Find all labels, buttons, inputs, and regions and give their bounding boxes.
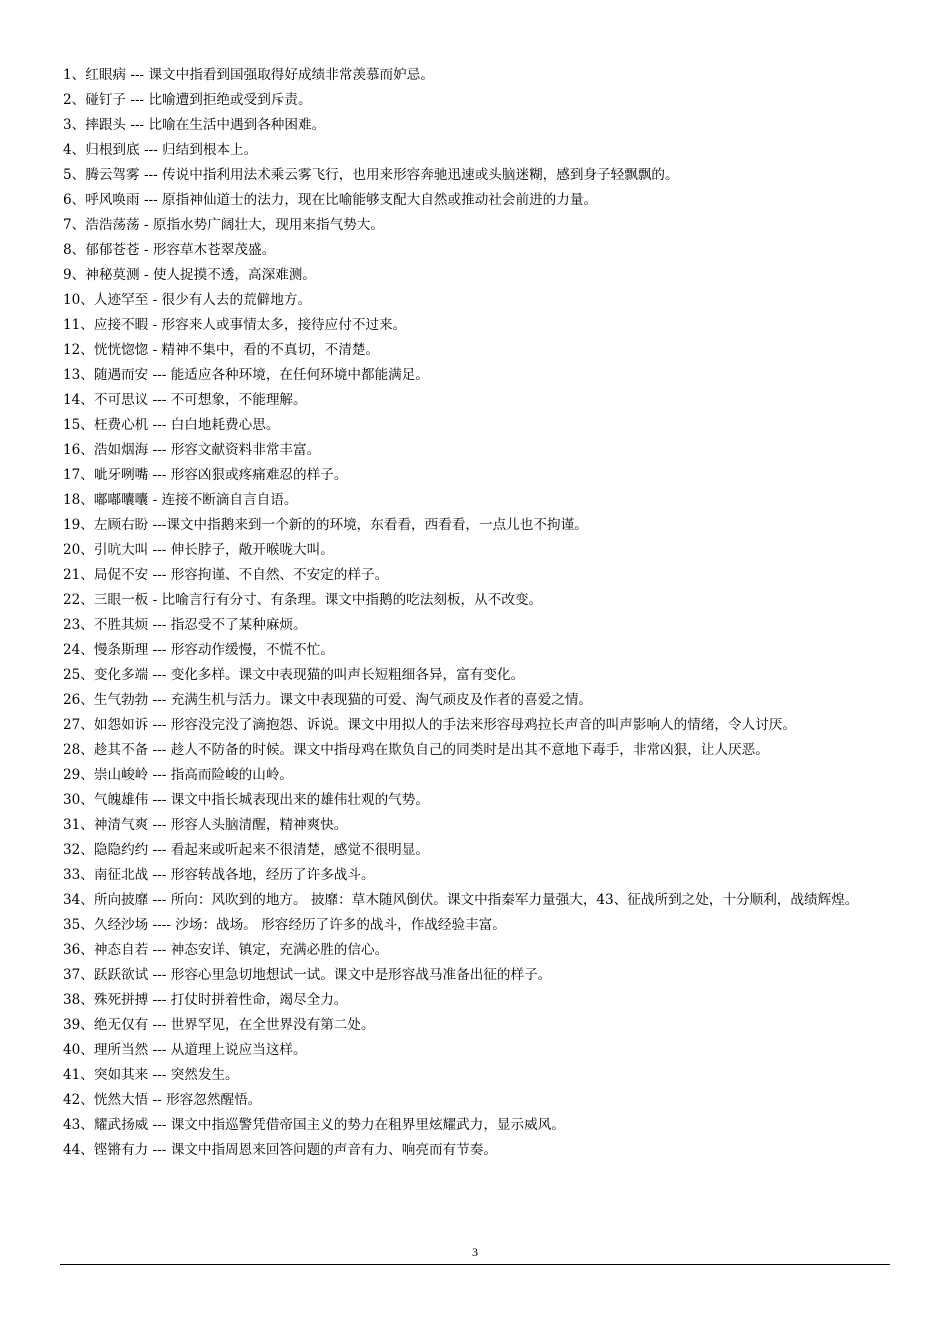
list-item: 3、摔跟头 --- 比喻在生活中遇到各种困难。: [63, 117, 326, 133]
idiom-list: [63, 63, 893, 1163]
list-item: 23、不胜其烦 --- 指忍受不了某种麻烦。: [63, 617, 307, 633]
list-item: 20、引吭大叫 --- 伸长脖子，敞开喉咙大叫。: [63, 542, 334, 558]
list-item: 43、耀武扬威 --- 课文中指巡警凭借帝国主义的势力在租界里炫耀武力，显示威风。: [63, 1117, 565, 1133]
list-item: 39、绝无仅有 --- 世界罕见，在全世界没有第二处。: [63, 1017, 375, 1033]
footer-rule: [60, 1264, 890, 1265]
list-item: 25、变化多端 --- 变化多样。课文中表现猫的叫声长短粗细各异，富有变化。: [63, 667, 525, 683]
list-item: 19、左顾右盼 ---课文中指鹅来到一个新的的环境，东看看，西看看，一点儿也不拘谨。: [63, 517, 588, 533]
list-item: 5、腾云驾雾 --- 传说中指利用法术乘云雾飞行，也用来形容奔驰迅速或头脑迷糊，感到身子轻飘飘的。: [63, 167, 679, 183]
list-item: 31、神清气爽 --- 形容人头脑清醒，精神爽快。: [63, 817, 348, 833]
list-item: 11、应接不暇 - 形容来人或事情太多，接待应付不过来。: [63, 317, 407, 333]
list-item: 13、随遇而安 --- 能适应各种环境，在任何环境中都能满足。: [63, 367, 429, 383]
list-item: 22、三眼一板 - 比喻言行有分寸、有条理。课文中指鹅的吃法刻板，从不改变。: [63, 592, 543, 608]
list-item: 30、气魄雄伟 --- 课文中指长城表现出来的雄伟壮观的气势。: [63, 792, 429, 808]
list-item: 35、久经沙场 ---- 沙场：战场。 形容经历了许多的战斗，作战经验丰富。: [63, 917, 506, 933]
list-item: 27、如怨如诉 --- 形容没完没了滴抱怨、诉说。课文中用拟人的手法来形容母鸡拉长声音的叫声影响人的情绪，令人讨厌。: [63, 717, 796, 733]
list-item: 1、红眼病 --- 课文中指看到国强取得好成绩非常羡慕而妒忌。: [63, 67, 434, 83]
list-item: 42、恍然大悟 -- 形容忽然醒悟。: [63, 1092, 262, 1108]
list-item: 36、神态自若 --- 神态安详、镇定，充满必胜的信心。: [63, 942, 389, 958]
list-item: 10、人迹罕至 - 很少有人去的荒僻地方。: [63, 292, 312, 308]
list-item: 12、恍恍惚惚 - 精神不集中，看的不真切，不清楚。: [63, 342, 379, 358]
list-item: 7、浩浩荡荡 - 原指水势广阔壮大，现用来指气势大。: [63, 217, 384, 233]
list-item: 41、突如其来 --- 突然发生。: [63, 1067, 239, 1083]
list-item: 33、南征北战 --- 形容转战各地，经历了许多战斗。: [63, 867, 375, 883]
list-item: 17、呲牙咧嘴 --- 形容凶狠或疼痛难忍的样子。: [63, 467, 348, 483]
list-item: 16、浩如烟海 --- 形容文献资料非常丰富。: [63, 442, 321, 458]
list-item: 2、碰钉子 --- 比喻遭到拒绝或受到斥责。: [63, 92, 312, 108]
page-number: 3: [472, 1245, 478, 1259]
list-item: 38、殊死拼搏 --- 打仗时拼着性命，竭尽全力。: [63, 992, 348, 1008]
list-item: 28、趁其不备 --- 趁人不防备的时候。课文中指母鸡在欺负自己的同类时是出其不意地下毒手，非常凶狠，让人厌恶。: [63, 742, 769, 758]
list-item: 18、嘟嘟囔囔 - 连接不断滴自言自语。: [63, 492, 298, 508]
list-item: 14、不可思议 --- 不可想象，不能理解。: [63, 392, 307, 408]
list-item: 37、跃跃欲试 --- 形容心里急切地想试一试。课文中是形容战马准备出征的样子。: [63, 967, 552, 983]
list-item: 40、理所当然 --- 从道理上说应当这样。: [63, 1042, 307, 1058]
list-item: 24、慢条斯理 --- 形容动作缓慢，不慌不忙。: [63, 642, 334, 658]
list-item: 4、归根到底 --- 归结到根本上。: [63, 142, 258, 158]
list-item: 15、枉费心机 --- 白白地耗费心思。: [63, 417, 280, 433]
list-item: 44、铿锵有力 --- 课文中指周恩来回答问题的声音有力、响亮而有节奏。: [63, 1142, 497, 1158]
list-item: 6、呼风唤雨 --- 原指神仙道士的法力，现在比喻能够支配大自然或推动社会前进的力量。: [63, 192, 598, 208]
list-item: 26、生气勃勃 --- 充满生机与活力。课文中表现猫的可爱、淘气顽皮及作者的喜爱之情。: [63, 692, 593, 708]
list-item: 21、局促不安 --- 形容拘谨、不自然、不安定的样子。: [63, 567, 389, 583]
list-item: 32、隐隐约约 --- 看起来或听起来不很清楚，感觉不很明显。: [63, 842, 429, 858]
list-item: 9、神秘莫测 - 使人捉摸不透，高深难测。: [63, 267, 316, 283]
list-item: 29、崇山峻岭 --- 指高而险峻的山岭。: [63, 767, 294, 783]
list-item: 34、所向披靡 --- 所向：风吹到的地方。 披靡：草木随风倒伏。课文中指秦军力量强大，43、征战所到之处，十分顺利，战绩辉煌。: [63, 892, 859, 908]
list-item: 8、郁郁苍苍 - 形容草木苍翠茂盛。: [63, 242, 276, 258]
